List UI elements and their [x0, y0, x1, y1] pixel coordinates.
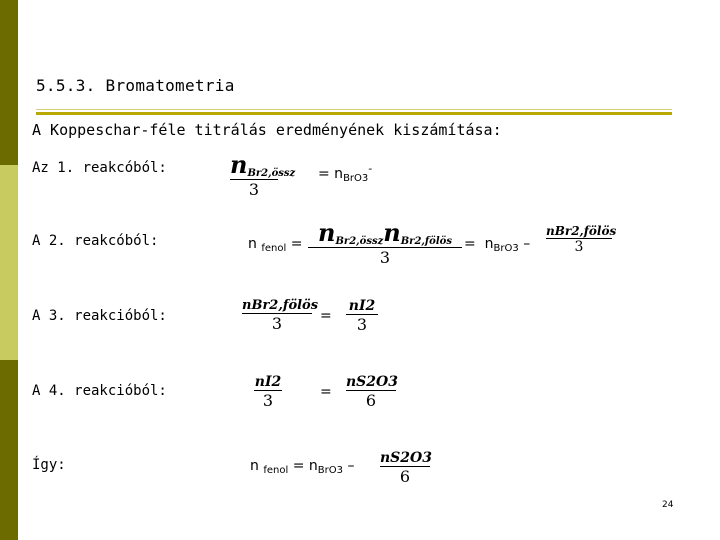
formula-4-equals: = [320, 384, 332, 400]
sidebar-segment-middle [0, 165, 18, 360]
formula-2-fraction: $n_{Br2,össz}n_{Br2,fölös}$ 3 [308, 218, 462, 267]
title-rule [36, 112, 672, 115]
row-label-3: A 3. reakcióból: [32, 308, 167, 324]
formula-3-equals: = [320, 308, 332, 324]
row-label-5: Így: [32, 457, 66, 473]
page-number: 24 [662, 500, 674, 510]
row-label-1: Az 1. reakcóból: [32, 160, 167, 176]
formula-3-left-fraction: nBr2,fölös 3 [242, 298, 319, 333]
page-title: 5.5.3. Bromatometria [36, 76, 235, 95]
formula-1-rhs: = $n_{BrO3}^-$ [318, 162, 373, 184]
title-rule-thin [36, 109, 672, 110]
sidebar-segment-top [0, 0, 18, 165]
formula-5-lhs: n $_{fenol} = n_{BrO3}$ – [250, 458, 355, 476]
row-label-2: A 2. reakcóból: [32, 233, 159, 249]
formula-2-small-fraction: nBr2,fölös 3 [546, 224, 617, 255]
formula-2-lhs: n $_{fenol}$ = [248, 236, 303, 254]
formula-5-fraction: nS2O3 6 [380, 450, 432, 486]
row-label-4: A 4. reakcióból: [32, 383, 167, 399]
sidebar-segment-bottom [0, 360, 18, 540]
formula-4-left-fraction: nI2 3 [254, 374, 282, 410]
sidebar-stripe [0, 0, 18, 540]
formula-3-right-fraction: nI2 3 [346, 298, 378, 334]
section-heading: A Koppeschar-féle titrálás eredményének kiszámítása: [32, 121, 502, 139]
formula-1-fraction: $n_{Br2,össz}$ 3 [230, 150, 296, 199]
formula-2-rhs: = $n_{BrO3}$ – [464, 236, 531, 254]
formula-4-right-fraction: nS2O3 6 [346, 374, 398, 410]
